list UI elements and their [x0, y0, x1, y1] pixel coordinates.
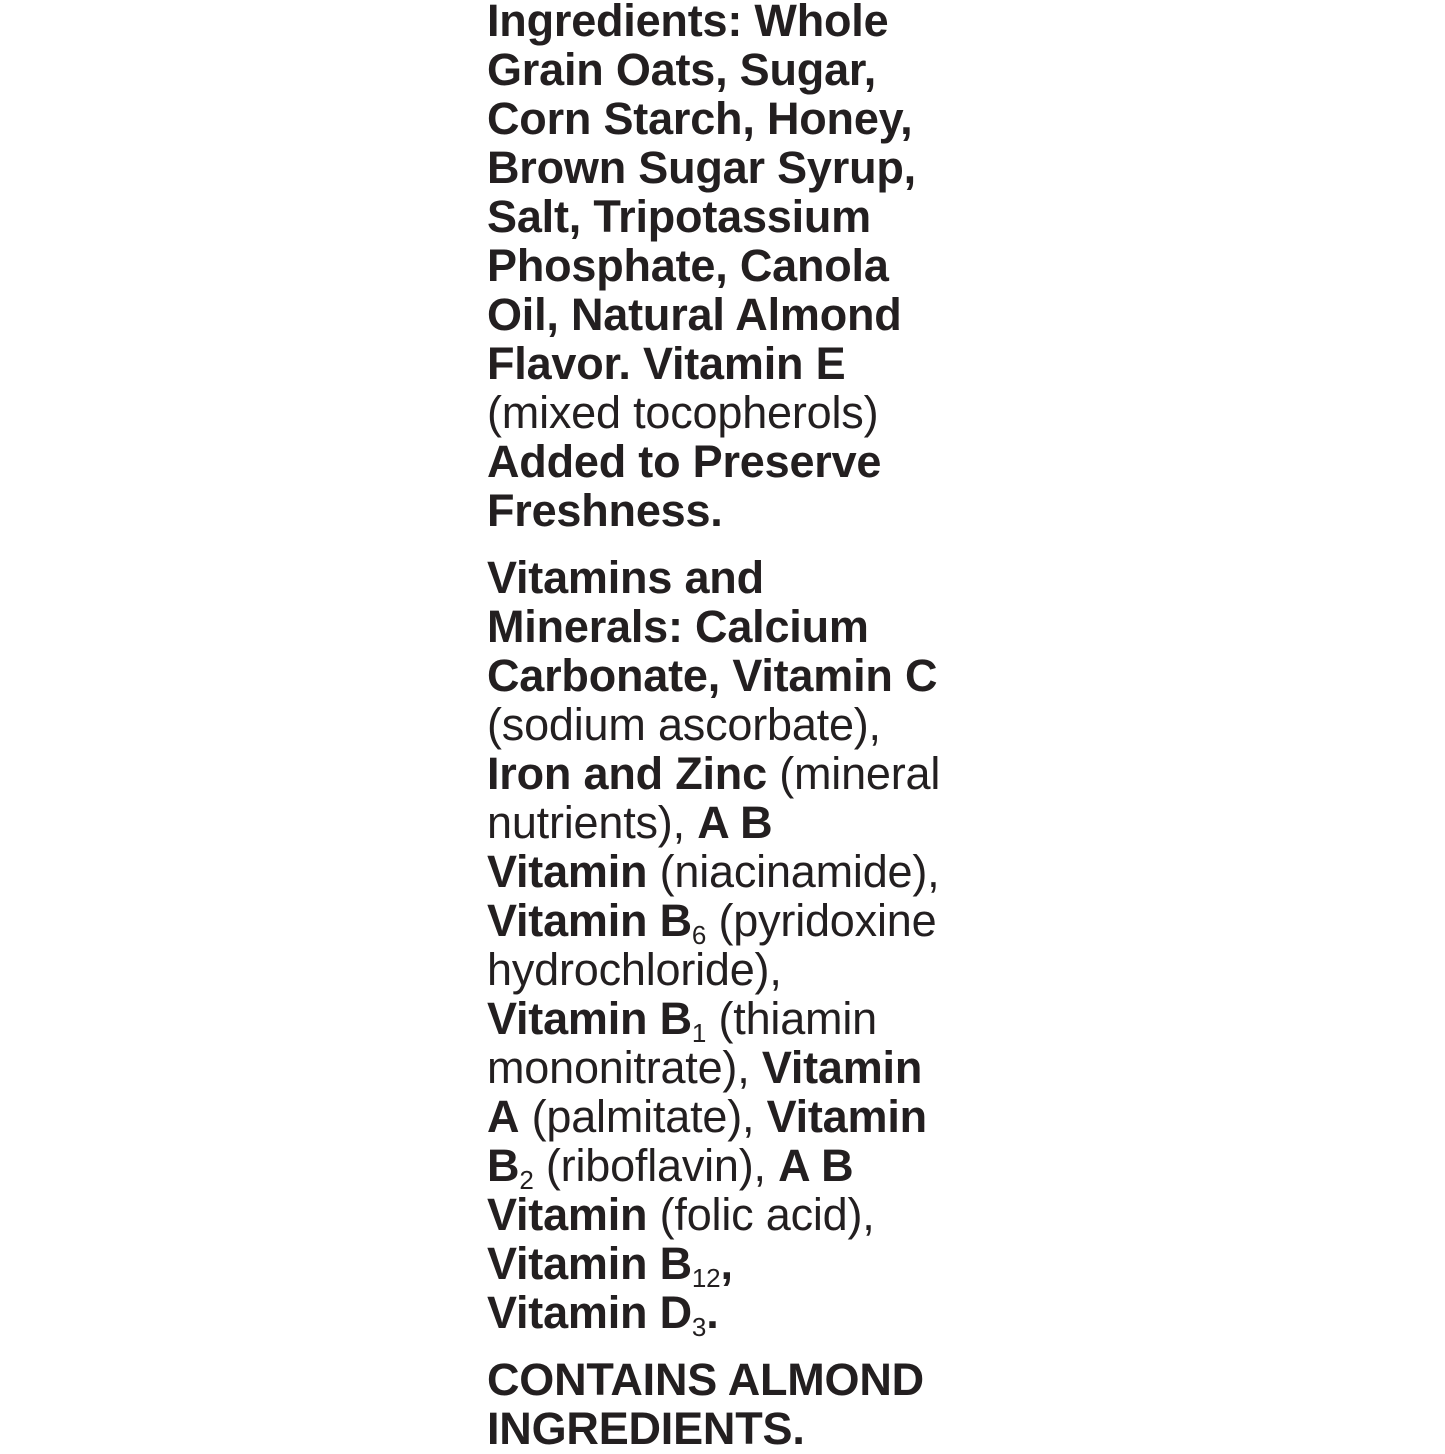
bold-text: Ingredients: Whole [487, 0, 889, 46]
text-line [487, 553, 940, 602]
text-line [487, 1043, 940, 1092]
regular-text: (sodium ascorbate), [487, 699, 881, 750]
bold-text: Vitamin [766, 1091, 927, 1142]
text-line [487, 0, 916, 45]
bold-text: Flavor. Vitamin E [487, 338, 846, 389]
regular-text: hydrochloride), [487, 944, 782, 995]
ingredients-paragraph [487, 0, 916, 535]
bold-text: CONTAINS ALMOND [487, 1354, 924, 1405]
text-line [487, 290, 916, 339]
regular-text: (palmitate), [519, 1091, 767, 1142]
text-line [487, 651, 940, 700]
bold-text: Carbonate, Vitamin C [487, 650, 938, 701]
text-line [487, 749, 940, 798]
bold-text: Vitamin [487, 846, 648, 897]
bold-text: Oil, Natural Almond [487, 289, 902, 340]
text-line [487, 45, 916, 94]
bold-text: A B [778, 1140, 854, 1191]
bold-text: Vitamin B [487, 993, 692, 1044]
subscript-text: 1 [691, 1018, 707, 1048]
bold-text: Vitamin [761, 1042, 923, 1093]
regular-text: nutrients), [487, 797, 698, 848]
subscript-text: 3 [691, 1312, 707, 1342]
bold-text: . [706, 1287, 719, 1338]
bold-text: Corn Starch, Honey, [487, 93, 913, 144]
regular-text: mononitrate), [487, 1042, 762, 1093]
regular-text: (thiamin [706, 993, 877, 1044]
bold-text: Freshness. [487, 485, 723, 536]
bold-text: , [720, 1238, 733, 1289]
regular-text: (mineral [766, 748, 941, 799]
bold-text: B [487, 1140, 520, 1191]
bold-text: Minerals: Calcium [487, 601, 869, 652]
text-line [487, 437, 916, 486]
text-line [487, 1287, 940, 1342]
text-line [487, 847, 940, 896]
subscript-text: 12 [691, 1263, 721, 1293]
text-line [487, 1190, 940, 1239]
text-line [487, 1140, 940, 1195]
regular-text: (pyridoxine [706, 895, 937, 946]
text-line [487, 94, 916, 143]
text-line [487, 993, 940, 1048]
bold-text: Grain Oats, Sugar, [487, 44, 877, 95]
regular-text: (mixed tocopherols) [487, 387, 879, 438]
text-line [487, 945, 940, 994]
text-line [487, 1404, 924, 1453]
bold-text: Vitamin B [487, 1238, 692, 1289]
bold-text: Salt, Tripotassium [487, 191, 871, 242]
allergen-statement [487, 1355, 924, 1453]
bold-text: Phosphate, Canola [487, 240, 889, 291]
text-line [487, 1238, 940, 1293]
regular-text: (niacinamide), [647, 846, 940, 897]
bold-text: Vitamin D [487, 1287, 692, 1338]
bold-text: Vitamins and [487, 552, 764, 603]
text-line [487, 241, 916, 290]
text-line [487, 388, 916, 437]
bold-text: A [487, 1091, 520, 1142]
bold-text: INGREDIENTS. [487, 1403, 805, 1454]
text-line [487, 895, 940, 950]
text-line [487, 798, 940, 847]
text-line [487, 486, 916, 535]
text-line [487, 1092, 940, 1141]
bold-text: A B [697, 797, 773, 848]
regular-text: (folic acid), [647, 1189, 875, 1240]
text-line [487, 143, 916, 192]
bold-text: Iron and Zinc [487, 748, 767, 799]
text-line [487, 339, 916, 388]
bold-text: Brown Sugar Syrup, [487, 142, 916, 193]
text-line [487, 700, 940, 749]
bold-text: Vitamin [487, 1189, 648, 1240]
text-line [487, 602, 940, 651]
text-line [487, 1355, 924, 1404]
subscript-text: 2 [519, 1165, 534, 1195]
vitamins-minerals-paragraph [487, 552, 941, 1342]
text-line [487, 192, 916, 241]
bold-text: Added to Preserve [487, 436, 882, 487]
subscript-text: 6 [691, 920, 707, 950]
bold-text: Vitamin B [487, 895, 692, 946]
regular-text: (riboflavin), [533, 1140, 779, 1191]
